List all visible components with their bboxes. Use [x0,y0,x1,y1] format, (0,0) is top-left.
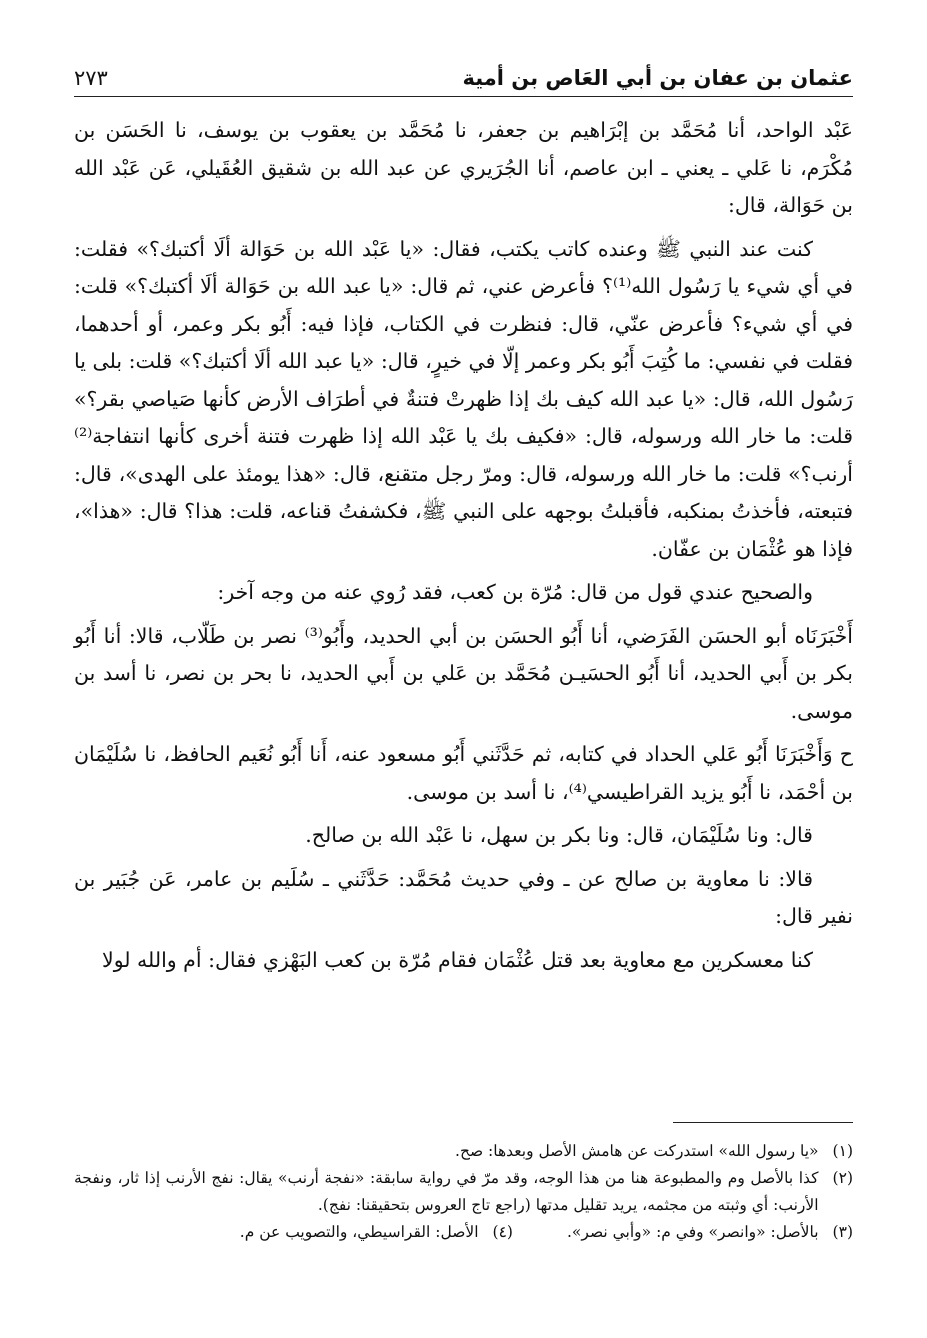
footnote-1-number: (١) [832,1142,853,1160]
paragraph-5: ح وَأَخْبَرَنَا أَبُو عَلي الحداد في كتابه، ثم حَدَّثَني أَبُو مسعود عنه، أَنا أَبُو نُعَيم الحافظ، نا سُلَيْمَان بن أحْمَد، نا أَبُو يزيد القراطيسي⁽⁴⁾، نا أسد بن موسى. [74,742,853,804]
footnote-2-text: كذا بالأصل وم والمطبوعة هنا من هذا الوجه، وقد مرّ في رواية سابقة: «نفجة أرنب» يقال: نفج الأرنب إذا ثار، ونفجة الأرنب: أي وثبته من مجثمه، يريد تقليل مدتها (راجع تاج العروس بتحقيقنا: نفج). [74,1169,819,1214]
footnote-4-text: الأصل: القراسيطي، والتصويب عن م. [239,1223,479,1241]
footnote-3-4-row [74,1219,853,1246]
page-header [74,50,853,97]
paragraph-1: عَبْد الواحد، أنا مُحَمَّد بن إبْرَاهيم بن جعفر، نا مُحَمَّد بن يعقوب بن يوسف، نا الحَسَن بن مُكْرَم، نا عَلي ـ يعني ـ ابن عاصم، أنا الجُرَيري عن عبد الله بن شقيق العُقَيلي، عَن عَبْد الله بن حَوَالة، قال: [74,118,853,217]
footnote-divider [673,1122,853,1123]
main-text [74,112,853,985]
footnotes [74,1138,853,1246]
paragraph-2: كنت عند النبي ﷺ وعنده كاتب يكتب، فقال: «يا عَبْد الله بن حَوَالة ألَا أكتبك؟» فقلت: في أي شيء يا رَسُول الله⁽¹⁾؟ فأعرض عني، ثم قال: «يا عبد الله بن حَوَالة ألَا أكتبك؟» قلت: في أي شيء؟ فأعرض عنّي، قال: فنظرت في الكتاب، فإذا فيه: أَبُو بكر وعمر، أو أحدهما، فقلت في نفسي: ما كُتِبَ أَبُو بكر وعمر إلّا في خيرٍ، قال: «يا عبد الله ألَا أكتبك؟» قلت: بلى يا رَسُول الله، قال: «يا عبد الله كيف بك إذا ظهرتْ فتنةٌ في أطرَاف الأرض كأنها صَياصي بقر؟» قلت: ما خار الله ورسوله، قال: «فكيف بك يا عَبْد الله إذا ظهرت فتنة أخرى كأنها انتفاجة⁽²⁾ أرنب؟» قلت: ما خار الله ورسوله، قال: ومرّ رجل متقنع، قال: «هذا يومئذ على الهدى»، قال: فتبعته، فأخذتُ بمنكبه، فأقبلتُ بوجهه على النبي ﷺ، فكشفتُ قناعه، قلت: هذا؟ قال: «هذا»، فإذا هو عُثْمَان بن عفّان. [74,236,853,561]
running-title: عثمان بن عفان بن أبي العَاص بن أمية [462,66,853,90]
paragraph-3: والصحيح عندي قول من قال: مُرّة بن كعب، فقد رُوي عنه من وجه آخر: [217,580,813,604]
page-number: ٢٧٣ [74,66,108,90]
footnote-2 [74,1165,853,1219]
paragraph-7: قالا: نا معاوية بن صالح عن ـ وفي حديث مُحَمَّد: حَدَّثَني ـ سُلَيم بن عامر، عَن جُبَير بن نفير قال: [74,866,853,928]
footnote-3-text: بالأصل: «وانصر» وفي م: «وأبي نصر». [566,1223,819,1241]
footnote-1 [74,1138,853,1165]
footnote-1-text: «يا رسول الله» استدركت عن هامش الأصل وبعدها: صح. [455,1142,819,1160]
paragraph-4: أَخْبَرَنَاه أبو الحسَن الفَرَضي، أنا أَبُو الحسَن بن أبي الحديد، وأَبُو⁽³⁾ نصر بن طَلّاب، قالا: أنا أَبُو بكر بن أَبي الحديد، أنا أَبُو الحسَيـن مُحَمَّد بن عَلي بن أَبي الحديد، نا بحر بن نصر، نا أسد بن موسى. [74,623,853,723]
paragraph-8: كنا معسكرين مع معاوية بعد قتل عُثْمَان فقام مُرّة بن كعب البَهْزي فقال: أم والله لولا [102,947,813,972]
footnote-3-number: (٣) [832,1223,853,1241]
footnote-2-number: (٢) [832,1169,853,1187]
paragraph-6: قال: ونا سُلَيْمَان، قال: ونا بكر بن سهل، نا عَبْد الله بن صالح. [305,823,813,847]
footnote-4-number: (٤) [492,1223,513,1241]
